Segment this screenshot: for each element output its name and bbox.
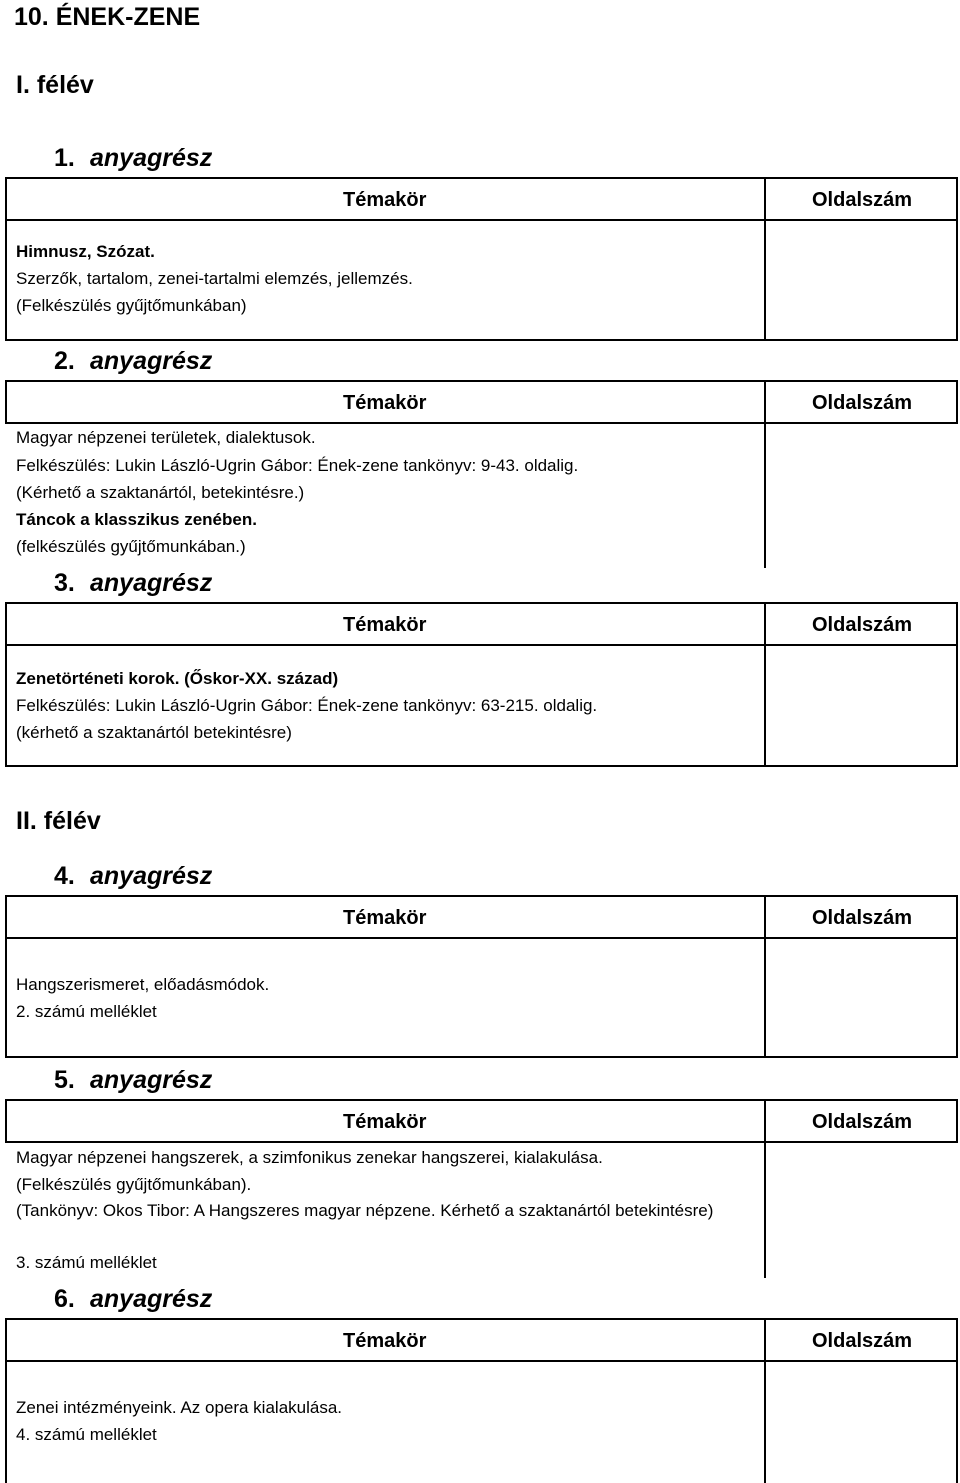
- column-divider: [764, 422, 766, 568]
- semester-heading: I. félév: [16, 71, 94, 99]
- topic-line: (Felkészülés gyűjtőmunkában).: [16, 1175, 252, 1194]
- unit-label: anyagrész: [90, 347, 213, 375]
- column-divider: [764, 937, 766, 1058]
- topic-line: Magyar népzenei hangszerek, a szimfonikus zenekar hangszerei, kialakulása.: [16, 1148, 603, 1167]
- topic-line: Himnusz, Szózat.: [16, 242, 155, 261]
- unit-number: 3.: [54, 569, 75, 597]
- page-column-header: Oldalszám: [812, 614, 913, 636]
- topic-line: Táncok a klasszikus zenében.: [16, 510, 257, 529]
- page-title: 10. ÉNEK-ZENE: [14, 3, 201, 31]
- topic-column-header: Témakör: [343, 1111, 427, 1133]
- column-divider: [764, 602, 766, 646]
- unit-number: 4.: [54, 862, 75, 890]
- column-divider: [764, 1099, 766, 1143]
- page-column-header: Oldalszám: [812, 392, 913, 414]
- unit-heading: [54, 1065, 212, 1095]
- topic-line: 4. számú melléklet: [16, 1425, 157, 1444]
- unit-number: 6.: [54, 1285, 75, 1313]
- topic-line: Zenetörténeti korok. (Őskor-XX. század): [16, 669, 339, 688]
- page-column-header: Oldalszám: [812, 907, 913, 929]
- topic-column-header: Témakör: [343, 1330, 427, 1352]
- unit-label: anyagrész: [90, 1066, 213, 1094]
- unit-label: anyagrész: [90, 1285, 213, 1313]
- column-divider: [764, 895, 766, 939]
- topic-line: (Tankönyv: Okos Tibor: A Hangszeres magyar népzene. Kérhető a szaktanártól betekintésre): [16, 1201, 714, 1220]
- topic-line: Felkészülés: Lukin László-Ugrin Gábor: Ének-zene tankönyv: 63-215. oldalig.: [16, 696, 598, 715]
- column-divider: [764, 380, 766, 424]
- unit-heading: [54, 346, 212, 376]
- topic-line: (Felkészülés gyűjtőmunkában): [16, 296, 247, 315]
- topic-line: Szerzők, tartalom, zenei-tartalmi elemzés, jellemzés.: [16, 269, 413, 288]
- page-column-header: Oldalszám: [812, 1111, 913, 1133]
- unit-label: anyagrész: [90, 862, 213, 890]
- unit-number: 5.: [54, 1066, 75, 1094]
- semester-heading: II. félév: [16, 807, 101, 835]
- unit-number: 2.: [54, 347, 75, 375]
- topic-column-header: Témakör: [343, 189, 427, 211]
- topic-line: Felkészülés: Lukin László-Ugrin Gábor: Ének-zene tankönyv: 9-43. oldalig.: [16, 456, 579, 475]
- topic-line: (Kérhető a szaktanártól, betekintésre.): [16, 483, 305, 502]
- unit-label: anyagrész: [90, 569, 213, 597]
- unit-heading: [54, 1284, 212, 1314]
- column-divider: [764, 1141, 766, 1278]
- topic-column-header: Témakör: [343, 907, 427, 929]
- topic-line: (felkészülés gyűjtőmunkában.): [16, 537, 246, 556]
- topic-line: Zenei intézményeink. Az opera kialakulása.: [16, 1398, 343, 1417]
- column-divider: [764, 644, 766, 767]
- column-divider: [764, 1318, 766, 1362]
- column-divider: [764, 177, 766, 221]
- topic-line: 2. számú melléklet: [16, 1002, 157, 1021]
- column-divider: [764, 1360, 766, 1483]
- unit-heading: [54, 568, 212, 598]
- topic-line: Hangszerismeret, előadásmódok.: [16, 975, 270, 994]
- page-column-header: Oldalszám: [812, 189, 913, 211]
- column-divider: [764, 219, 766, 341]
- topic-line: Magyar népzenei területek, dialektusok.: [16, 428, 316, 447]
- unit-label: anyagrész: [90, 144, 213, 172]
- topic-column-header: Témakör: [343, 392, 427, 414]
- topic-column-header: Témakör: [343, 614, 427, 636]
- unit-heading: [54, 861, 212, 891]
- topic-line: (kérhető a szaktanártól betekintésre): [16, 723, 292, 742]
- topic-line: 3. számú melléklet: [16, 1253, 157, 1272]
- unit-number: 1.: [54, 144, 75, 172]
- page-column-header: Oldalszám: [812, 1330, 913, 1352]
- unit-heading: [54, 143, 212, 173]
